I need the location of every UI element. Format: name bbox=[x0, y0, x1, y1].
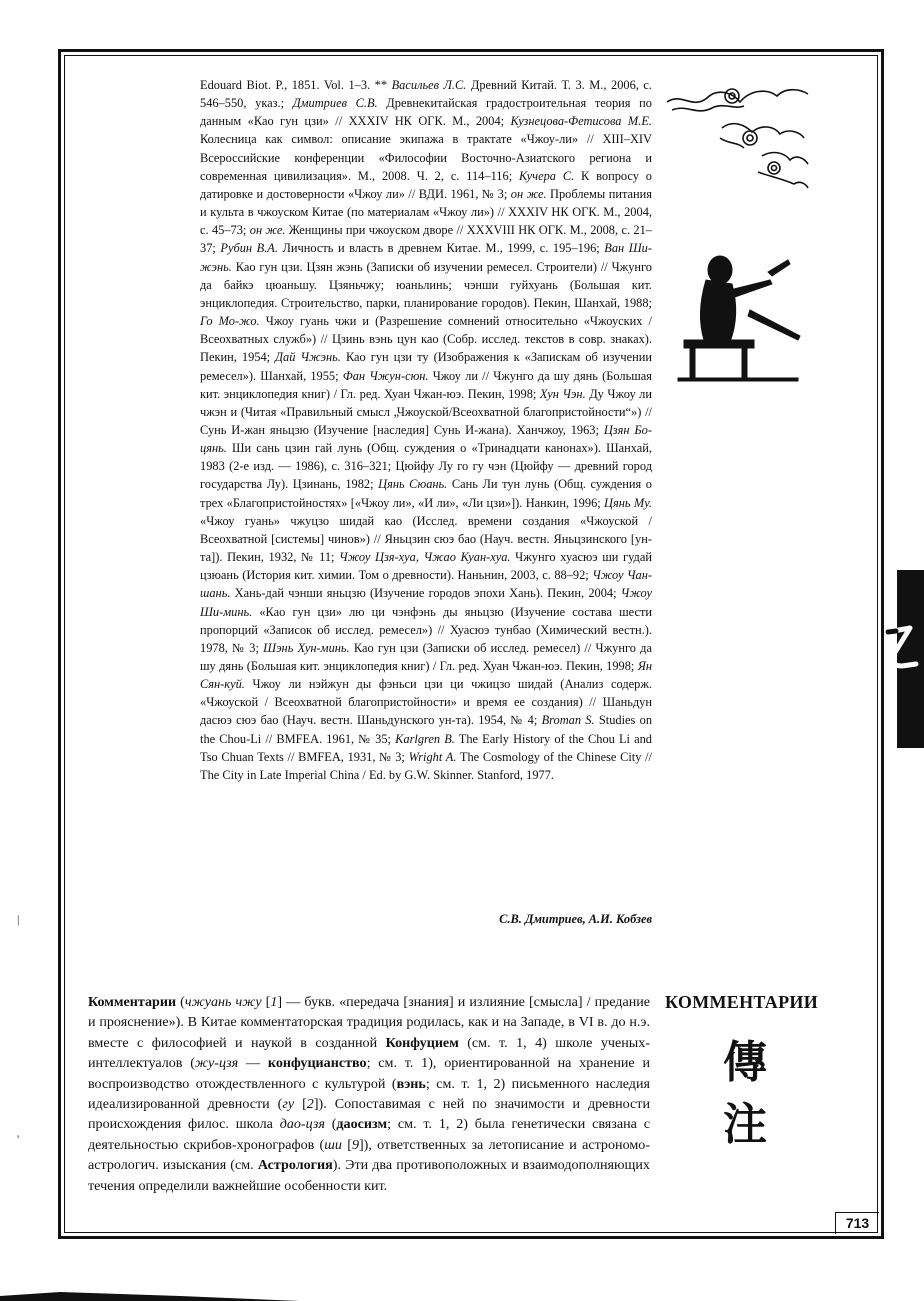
bibliography-text: Edouard Biot. P., 1851. Vol. 1–3. ** Васильев Л.С. Древний Китай. Т. 3. М., 2006, с. 546–550, указ.; Дмитриев С.В. Древнекитайская градостроительная теория по данным «Као гун цзи» // XXXIV НК ОГК. М., 2004; Кузнецова-Фетисова М.Е. Колесница как символ: описание экипажа в трактате «Чжоу-ли» // XIII–XIV Всероссийские конференции «Философии Восточно-Азиатского региона и современная цивилизация». М., 2008. Ч. 2, с. 114–116; Кучера С. К вопросу о датировке и достоверности «Чжоу ли» // ВДИ. 1961, № 3; он же. Проблемы питания и культа в чжоуском Китае (по материалам «Чжоу ли») // XXXIV НК ОГК. М., 2004, с. 45–73; он же. Женщины при чжоуском дворе // XXXVIII НК ОГК. М., 2008, с. 21–37; Рубин В.А. Личность и власть в древнем Китае. М., 1999, с. 195–196; Ван Ши-жэнь. Као гун цзи. Цзян жэнь (Записки об изучении ремесел. Строители) // Чжунго да байкэ цюаньшу. Цзяньчжу; юаньлинь; чэнши гуйхуань (Большая кит. энциклопедия. Строительство, парки, планирование городов). Пекин, Шанхай, 1988; Го Мо-жо. Чжоу гуань чжи и (Разрешение сомнений относительно «Чжоуских / Всеохватных служб») // Цзинь вэнь цун као (Собр. исслед. текстов в совр. знаках). Пекин, 1954; Дай Чжэнь. Као гун цзи ту (Изображения к «Запискам об изучении ремесел»). Шанхай, 1955; Фан Чжун-сюн. Чжоу ли // Чжунго да шу дянь (Большая кит. энциклопедия книг) / Гл. ред. Хуан Чжан-юэ. Пекин, 1998; Хун Чэн. Ду Чжоу ли чжэн и (Читая «Правильный смысл „Чжоуской/Всеохватной благопристойности“») // Сунь И-жан яньцзю (Изучение [наследия] Сунь И-жана). Ханчжоу, 1963; Цзян Бо-цянь. Ши сань цзин гай лунь (Общ. суждения о «Тринадцати канонах»). Шанхай, 1983 (2-е изд. — 1986), с. 316–321; Цюйфу Лу го гу чэн (Цюйфу — древний город государства Лу). Цзинань, 1982; Цянь Сюань. Сань Ли тун лунь (Общ. суждения о трех «Благопристойностях» [«Чжоу ли», «И ли», «Ли цзи»]). Нанкин, 1996; Цянь Му. «Чжоу гуань» чжуцзо шидай као (Исслед. времени создания «Чжоуской / Всеохватной [системы] чинов») // Яньцзин сюэ бао (Науч. вестн. Яньцзинского [ун-та]). Пекин, 1932, № 11; Чжоу Цзя-хуа, Чжао Куан-хуа. Чжунго хуасюэ ши гудай цзюань (История кит. химии. Том о древности). Наньнин, 2003, с. 88–92; Чжоу Чан-шань. Хань-дай чэнши яньцзю (Изучение городов эпохи Хань). Пекин, 2004; Чжоу Ши-минь. «Као гун цзи» лю ци чэнфэнь ды яньцзю (Изучение состава шести пропорций «Записок об исслед. ремесел») // Хуасюэ тунбао (Химический вестн.). 1978, № 3; Шэнь Хун-минь. Као гун цзи (Записки об исслед. ремесел) // Чжунго да шу дянь (Большая кит. энциклопедия книг) / Гл. ред. Хуан Чжан-юэ. Пекин, 1998; Ян Сян-куй. Чжоу ли нэйжун ды фэньси цзи ци чжицзо шидай (Анализ содерж. «Чжоуской / Всеохватной благопристойности» и время ее создания) // Шаньдун дасюэ сюэ бао (Науч. вестн. Шаньдунского ун-та). 1954, № 4; Broman S. Studies on the Chou-Li // BMFEA. 1961, № 35; Karlgren B. The Early History of the Chou Li and Tso Chuan Texts // BMFEA, 1931, № 3; Wright A. The Cosmology of the Chinese City // The City in Late Imperial China / Ed. by G.W. Skinner. Stanford, 1977. bbox=[200, 78, 653, 782]
entry-hanzi bbox=[700, 1032, 790, 1156]
bibliography-italic: он же. bbox=[249, 223, 286, 238]
article-bold: конфуцианство bbox=[267, 1055, 367, 1072]
bibliography-italic: Цянь Му. bbox=[604, 495, 653, 510]
bibliography-italic: Чжоу Чан-шань. bbox=[200, 568, 652, 601]
scan-edge-shadow bbox=[0, 1280, 300, 1301]
article-italic: жу-цзя bbox=[194, 1055, 239, 1072]
margin-mark: | bbox=[17, 912, 20, 926]
article-bold: даосизм bbox=[336, 1116, 388, 1133]
bibliography-italic: Ян Сян-куй. bbox=[200, 659, 652, 692]
article-body bbox=[88, 992, 650, 1196]
article-bold: Астрология bbox=[257, 1157, 333, 1174]
bibliography-italic: Ван Ши-жэнь. bbox=[200, 241, 652, 274]
bibliography-italic: Хун Чэн. bbox=[539, 386, 586, 401]
article-bold: вэнь bbox=[396, 1075, 426, 1092]
bibliography-italic: Wright A. bbox=[408, 749, 457, 764]
article-italic: гу bbox=[282, 1096, 295, 1113]
article-italic: ши bbox=[324, 1136, 342, 1153]
article-bold: Конфуцием bbox=[385, 1034, 459, 1051]
article-text: Комментарии (чжуань чжу [1] — букв. «передача [знания] и излияние [смысла] / предание и прояснение»). В Китае комментаторская традиция родилась, как и на Западе, в VI в. до н.э. вместе с философией и наукой в созданной Конфуцием (см. т. 1, 4) школе ученых-интеллектуалов (жу-цзя — конфуцианство; см. т. 1), ориентированной на хранение и воспроизводство отождествленного с культурой (вэнь; см. т. 1, 2) письменного наследия идеализированной древности (гу [2]). Сопоставимая с ней по значимости и древности происхождения филос. школа дао-цзя (даосизм; см. т. 1, 2) была генетически связана с деятельностью скрибов-хронографов (ши [9]), ответственных за летописание и астрономо-астрологич. изыскания (см. Астрология). Эти два противоположных и взаимодополняющих течения определили важнейшие особенности кит. bbox=[88, 994, 651, 1194]
bibliography bbox=[200, 76, 652, 784]
hanzi-char-2: 注 bbox=[723, 1099, 767, 1150]
bibliography-italic: Фан Чжун-сюн. bbox=[342, 368, 429, 383]
article-italic: 9 bbox=[351, 1136, 359, 1153]
bibliography-italic: Цянь Сюань. bbox=[378, 477, 448, 492]
bibliography-italic: он же. bbox=[510, 186, 547, 201]
article-italic: чжуань чжу bbox=[184, 994, 262, 1010]
authors-signature: С.В. Дмитриев, А.И. Кобзев bbox=[499, 912, 652, 926]
article-italic: дао-цзя bbox=[279, 1116, 325, 1133]
page-number: 713 bbox=[835, 1212, 879, 1234]
bibliography-italic: Дай Чжэнь. bbox=[275, 350, 341, 365]
bibliography-italic: Шэнь Хун-минь. bbox=[263, 640, 350, 655]
article-italic: 1 bbox=[270, 994, 278, 1010]
hanzi-char-1: 傳 bbox=[723, 1037, 767, 1088]
article-bold: Комментарии bbox=[88, 994, 177, 1010]
margin-mark: ' bbox=[17, 1132, 20, 1146]
bibliography-italic: Karlgren B. bbox=[395, 731, 455, 746]
article-italic: 2 bbox=[306, 1096, 314, 1113]
section-tab-glyph-icon bbox=[880, 618, 924, 678]
bibliography-italic: Го Мо-жо. bbox=[200, 314, 260, 329]
bibliography-italic: Цзян Бо-цянь. bbox=[200, 422, 652, 456]
reading-scholar-engraving bbox=[660, 240, 810, 390]
bibliography-italic: Дмитриев С.В. bbox=[292, 96, 378, 111]
entry-headword: КОММЕНТАРИИ bbox=[665, 992, 818, 1012]
bibliography-italic: Чжоу Ши-минь. bbox=[200, 586, 652, 619]
cloud-ornament-icon bbox=[662, 80, 812, 192]
bibliography-italic: Чжоу Цзя-хуа, Чжао Куан-хуа. bbox=[339, 550, 511, 565]
bibliography-italic: Рубин В.А. bbox=[220, 241, 278, 256]
bibliography-italic: Кузнецова-Фетисова М.Е. bbox=[510, 114, 652, 129]
bibliography-italic: Broman S. bbox=[541, 713, 595, 728]
bibliography-italic: Кучера С. bbox=[518, 168, 575, 183]
bibliography-italic: Васильев Л.С. bbox=[391, 78, 467, 92]
